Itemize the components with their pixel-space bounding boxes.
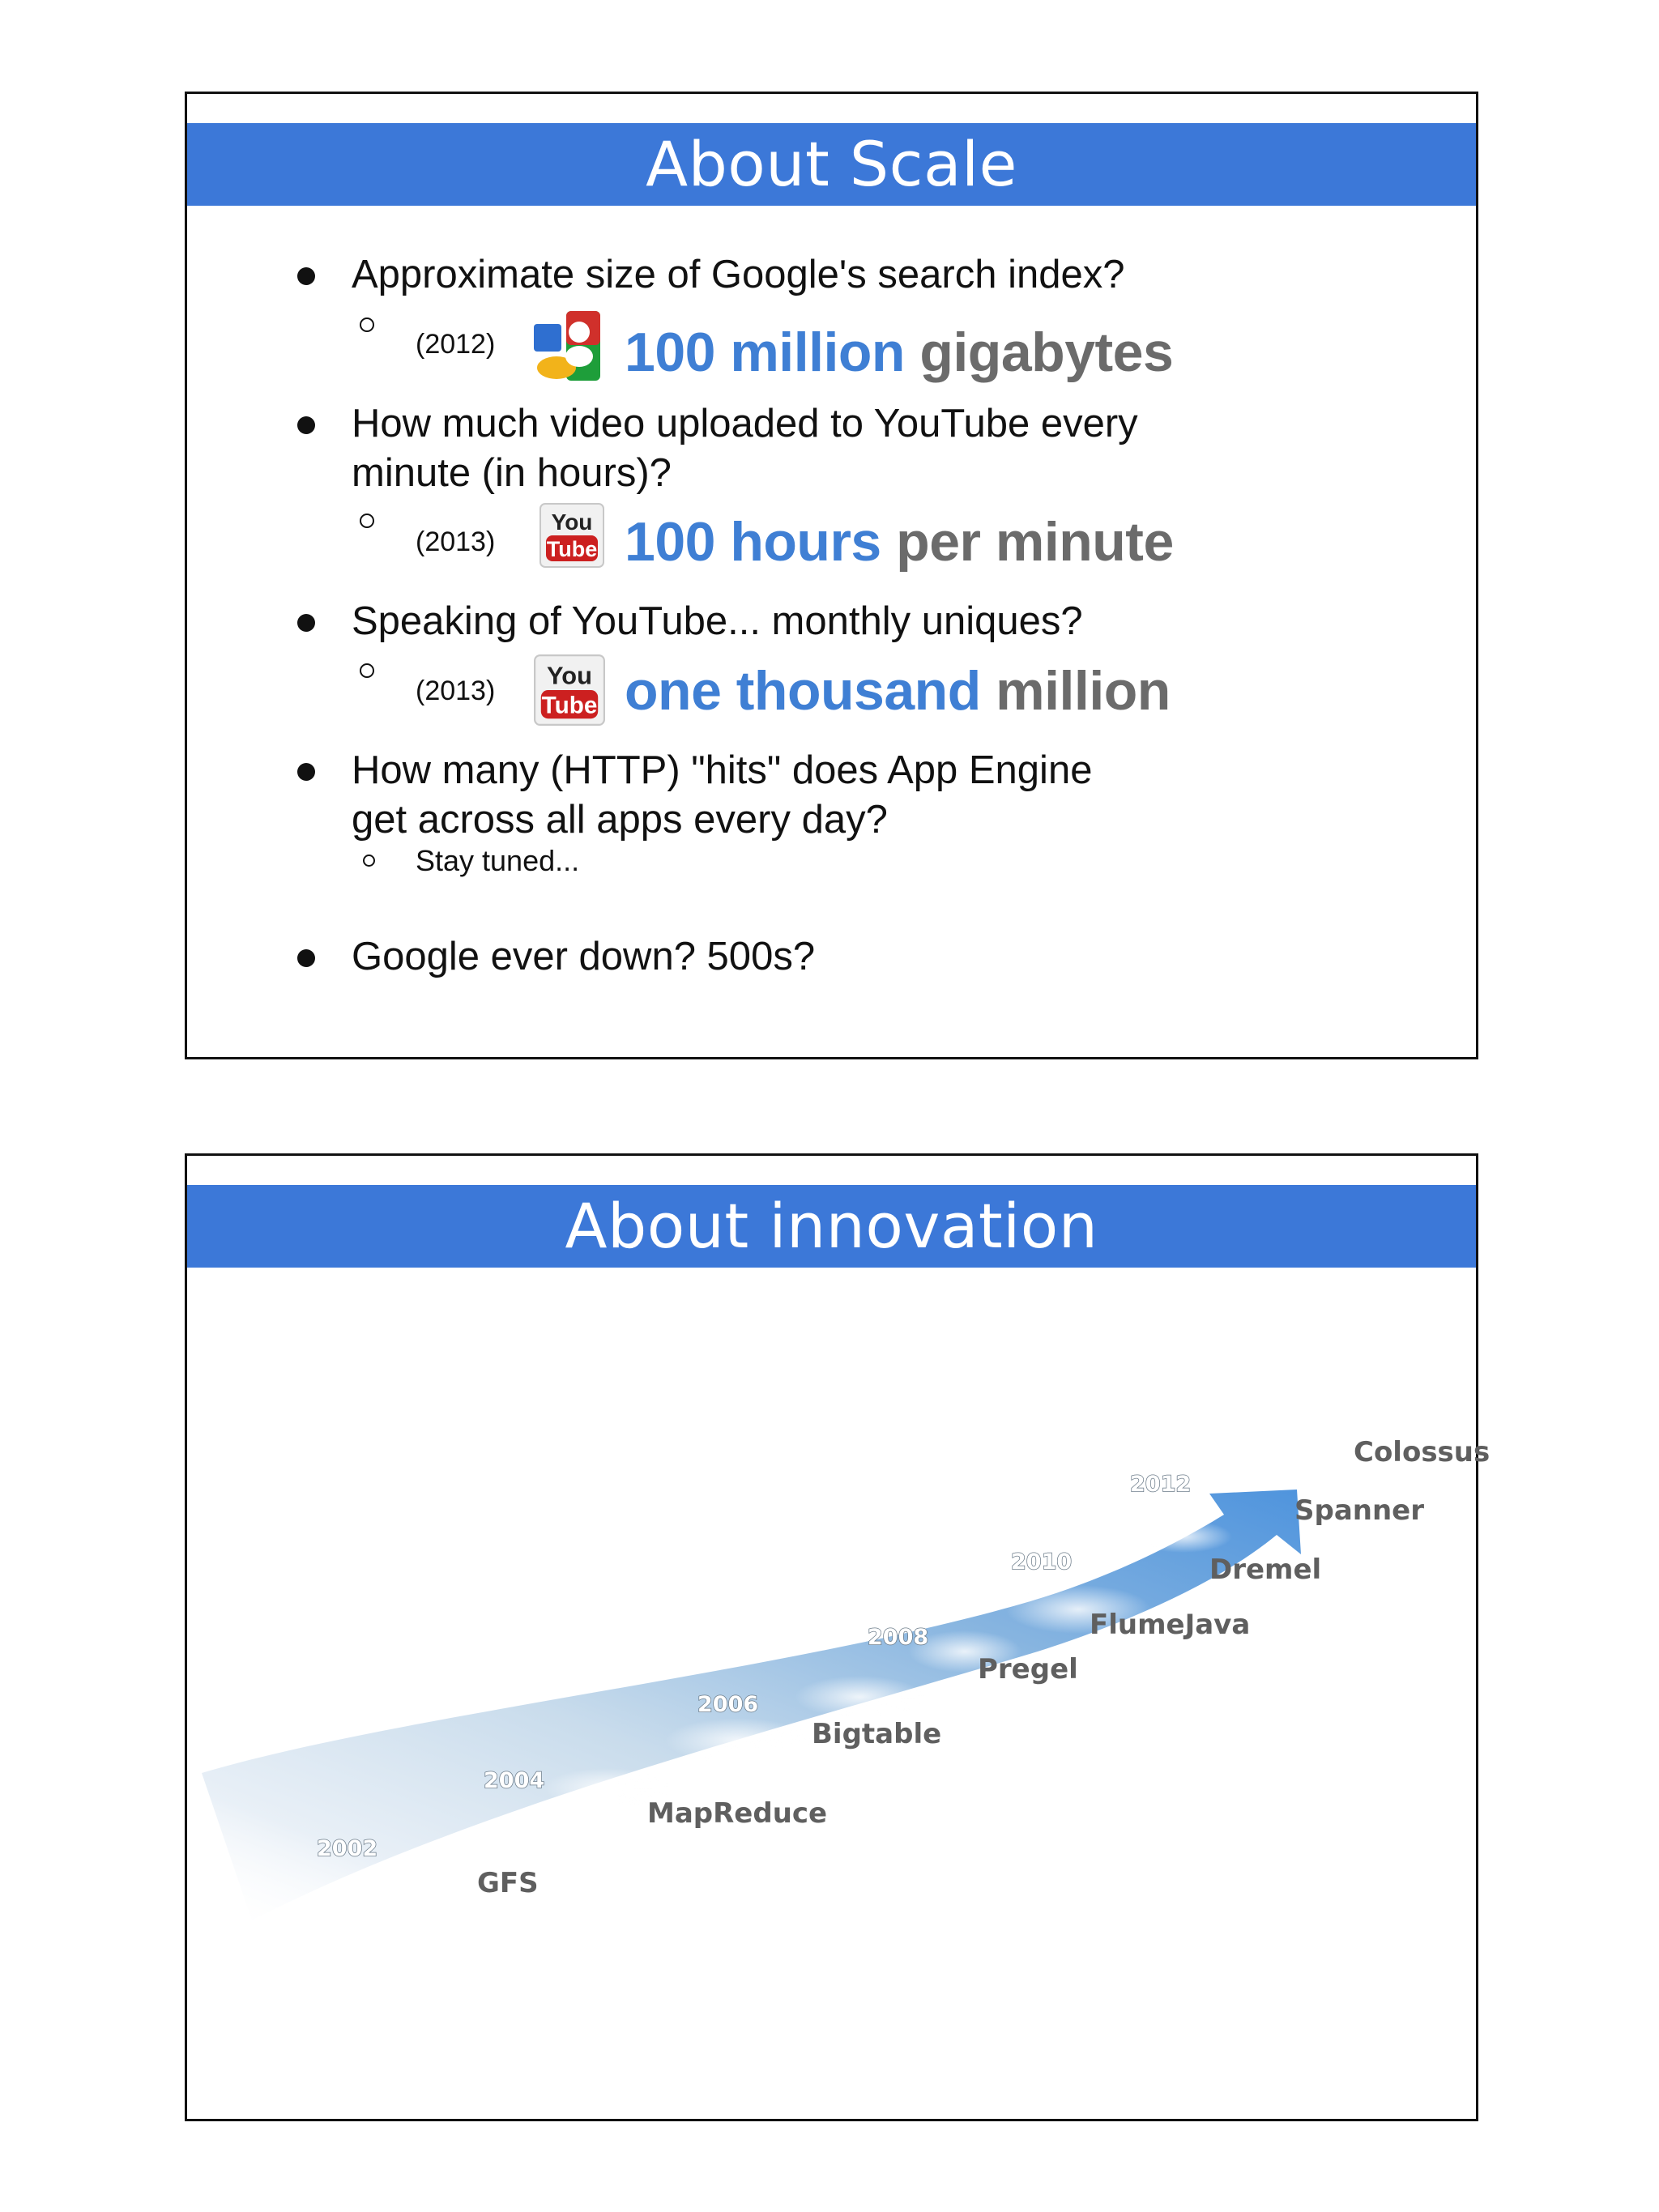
- bullet-2-stat: [625, 509, 1174, 574]
- year-label-2002: 2002: [317, 1836, 378, 1861]
- tech-label-dremel: Dremel: [1209, 1554, 1322, 1586]
- bullet-icon: [297, 614, 315, 632]
- slide-title-bar: [187, 123, 1476, 206]
- google-logo-icon: [531, 309, 603, 382]
- sub-bullet-icon: [360, 663, 374, 678]
- bullet-2-text-line-2: minute (in hours)?: [352, 451, 672, 495]
- timeline-technologies: [477, 1436, 1490, 1899]
- tech-label-spanner: Spanner: [1294, 1494, 1425, 1527]
- youtube-logo-icon: [539, 503, 604, 568]
- bullet-1-text: Approximate size of Google's search index?: [352, 253, 1125, 296]
- bullet-icon: [297, 949, 315, 967]
- stat-rest: million: [996, 660, 1171, 722]
- year-label-2010: 2010: [1011, 1549, 1073, 1575]
- bullet-3-text: Speaking of YouTube... monthly uniques?: [352, 599, 1083, 643]
- tech-label-colossus: Colossus: [1354, 1436, 1491, 1468]
- bullet-1-year: (2012): [416, 329, 496, 360]
- tech-label-gfs: GFS: [477, 1867, 539, 1899]
- year-label-2012: 2012: [1130, 1472, 1192, 1497]
- youtube-logo-icon: [534, 654, 605, 726]
- stat-highlight: 100 million: [625, 322, 905, 383]
- bullet-3-stat: [625, 658, 1171, 723]
- bullet-icon: [297, 763, 315, 781]
- tech-label-flumejava: FlumeJava: [1090, 1609, 1251, 1641]
- sub-bullet-icon: [363, 855, 375, 867]
- slide-about-innovation: [185, 1153, 1491, 2121]
- bullet-1-stat: [625, 320, 1173, 385]
- bullet-2-year: (2013): [416, 526, 496, 557]
- svg-text:You: You: [547, 661, 592, 690]
- svg-text:Tube: Tube: [541, 692, 598, 719]
- bullet-4-text-line-2: get across all apps every day?: [352, 798, 888, 842]
- svg-text:Tube: Tube: [546, 537, 598, 561]
- bullet-icon: [297, 267, 315, 285]
- year-label-2004: 2004: [484, 1768, 545, 1793]
- bullet-3-year: (2013): [416, 676, 496, 706]
- bullet-4-sub-text: Stay tuned...: [416, 844, 580, 877]
- stat-rest: gigabytes: [919, 322, 1174, 383]
- stat-highlight: one thousand: [625, 660, 981, 722]
- tech-label-pregel: Pregel: [978, 1653, 1078, 1686]
- bullet-4-text-line-1: How many (HTTP) "hits" does App Engine: [352, 748, 1093, 792]
- tech-label-bigtable: Bigtable: [812, 1718, 942, 1750]
- slide-title: About innovation: [565, 1190, 1098, 1262]
- slide-about-scale: [185, 92, 1478, 1059]
- innovation-timeline-graphic: [187, 1156, 1491, 2119]
- slide-title: About Scale: [646, 128, 1017, 200]
- year-label-2008: 2008: [868, 1625, 929, 1650]
- bullet-2-text-line-1: How much video uploaded to YouTube every: [352, 402, 1138, 445]
- year-label-2006: 2006: [697, 1692, 759, 1717]
- sub-bullet-icon: [360, 514, 374, 528]
- sub-bullet-icon: [360, 318, 374, 332]
- svg-text:You: You: [551, 509, 593, 535]
- bullet-5-text: Google ever down? 500s?: [352, 935, 816, 978]
- stat-highlight: 100 hours: [625, 511, 881, 573]
- bullet-icon: [297, 416, 315, 434]
- tech-label-mapreduce: MapReduce: [647, 1797, 828, 1830]
- stat-rest: per minute: [896, 511, 1174, 573]
